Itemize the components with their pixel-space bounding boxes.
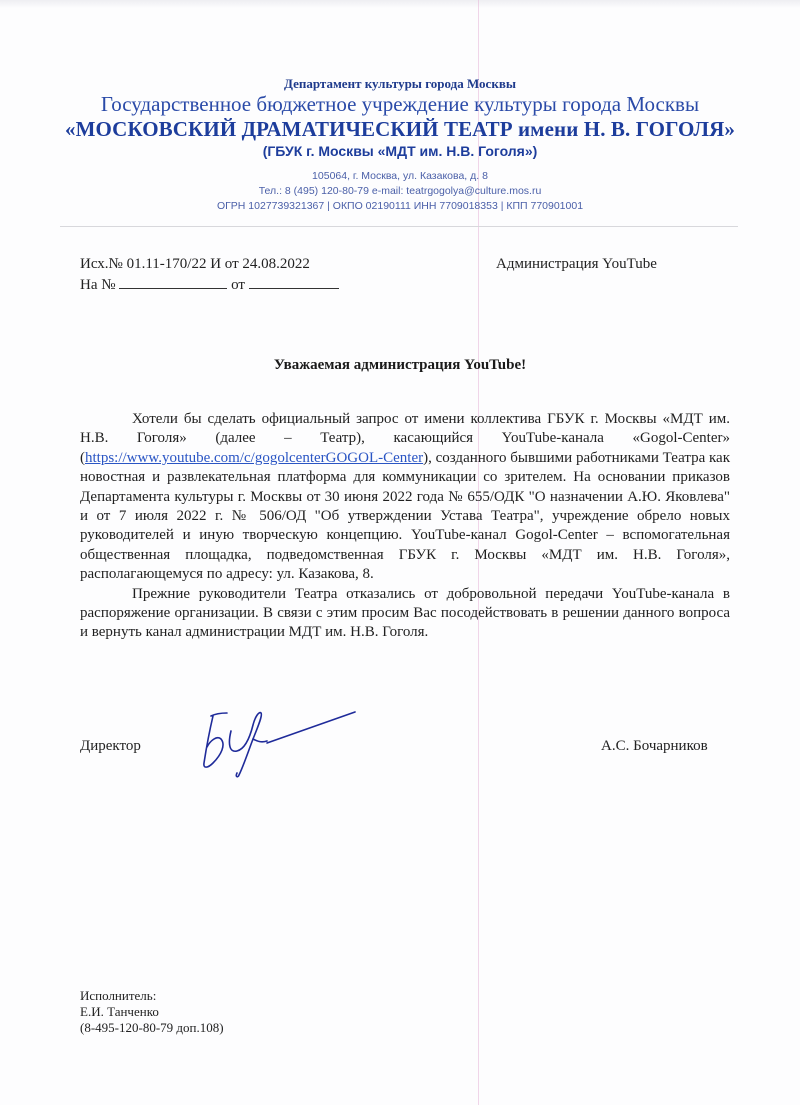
department-name: Департамент культуры города Москвы [283, 76, 516, 91]
letterhead-divider [60, 226, 490, 227]
letter-body [80, 410, 730, 643]
incoming-date-label: от [231, 277, 245, 293]
executor-name: Е.И. Танченко [80, 1004, 159, 1019]
incoming-reference [80, 276, 339, 294]
theatre-short-name: (ГБУК г. Москвы «МДТ им. Н.В. Гоголя») [262, 143, 538, 159]
letterhead-registration-codes: ОГРН 1027739321367 | ОКПО 02190111 ИНН 7709018353 | КПП 770901001 [216, 200, 584, 212]
outgoing-reference: Исх.№ 01.11-170/22 И от 24.08.2022 [80, 256, 310, 272]
incoming-date-blank [249, 276, 339, 289]
body-paragraph-2: Прежние руководители Театра отказались от добровольной передачи YouTube-канала в распоряжение организации. В связи с этим просим Вас посодействовать в решении данного вопроса и вернуть канал администрации МДТ им. Н.В. Гоголя. [80, 585, 730, 641]
signatory-title: Директор [80, 738, 141, 754]
handwritten-signature-icon [195, 705, 375, 780]
executor-label: Исполнитель: [80, 988, 157, 1003]
organization-name: Государственное бюджетное учреждение культуры города Москвы [100, 92, 700, 116]
executor-phone: (8-495-120-80-79 доп.108) [80, 1020, 224, 1035]
addressee: Администрация YouTube [496, 256, 657, 272]
executor-block [80, 988, 224, 1036]
theatre-name: «МОСКОВСКИЙ ДРАМАТИЧЕСКИЙ ТЕАТР имени Н. В. ГОГОЛЯ» [64, 117, 736, 141]
letterhead-address: 105064, г. Москва, ул. Казакова, д. 8 [312, 170, 488, 182]
incoming-number-blank [119, 276, 227, 289]
paragraph-1-text-end: ), созданного бывшими работниками Театра как новостная и развлекательная платформа для коммуникации со зрителем. На основании приказов Департамента культуры г. Москвы от 30 июня 2022 года № 655/ОДК "О назначении А.Ю. Яковлева" и от 7 июля 2022 г. № 506/ОД "Об утверждении Устава Театра", учреждение обрело новых руководителей и иную творческую концепцию. YouTube-канал Gogol-Center – вспомогательная общественная площадка, подведомственная ГБУК г. Москвы «МДТ им. Н.В. Гоголя», располагающемуся по адресу: ул. Казакова, 8. [80, 449, 730, 583]
signatory-name: А.С. Бочарников [601, 738, 708, 754]
letterhead-contacts: Тел.: 8 (495) 120-80-79 e-mail: teatrgogolya@culture.mos.ru [258, 185, 542, 197]
incoming-number-label: На № [80, 277, 116, 293]
paragraph-1-text-start: Хотели бы сделать официальный запрос от имени коллектива ГБУК г. Москвы «МДТ им. Н.В. Гоголя» (далее – Театр), касающийся YouTube-канала «Gogol-Center» ( [80, 411, 730, 466]
youtube-channel-link[interactable]: https://www.youtube.com/c/gogolcenterGOGOL-Center [85, 449, 424, 466]
scan-top-edge [0, 0, 800, 8]
letterhead-divider-right [490, 226, 738, 227]
salutation: Уважаемая администрация YouTube! [273, 357, 527, 373]
body-paragraph-1 [80, 410, 730, 585]
